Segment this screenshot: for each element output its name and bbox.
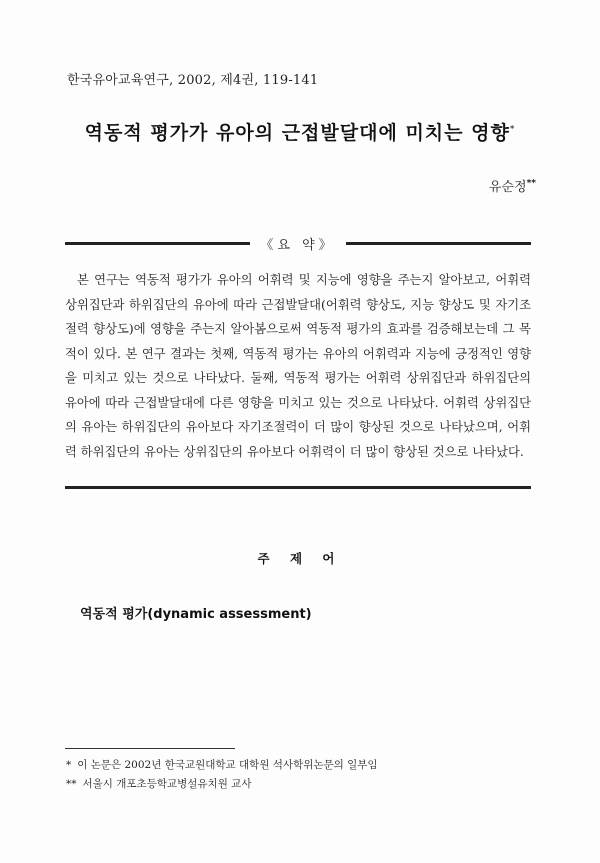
abstract-bottom-rule — [65, 486, 531, 489]
footnote-2 — [66, 776, 251, 791]
abstract-body: 본 연구는 역동적 평가가 유아의 어휘력 및 지능에 영향을 주는지 알아보고, 어휘력 상위집단과 하위집단의 유아에 따라 근접발달대(어휘력 향상도, 지능 향상도 및 자기조절력 향상도)에 영향을 주는지 알아봄으로써 역동적 평가의 효과를 검증해보는데 그 목적이 있다. 본 연구 결과는 첫째, 역동적 평가는 유아의 어휘력과 지능에 긍정적인 영향을 미치고 있는 것으로 나타났다. 둘째, 역동적 평가는 어휘력 상위집단과 하위집단의 유아에 따라 근접발달대에 다른 영향을 미치고 있는 것으로 나타났다. 어휘력 상위집단의 유아는 하위집단의 유아보다 자기조절력이 더 많이 향상된 것으로 나타났으며, 어휘력 하위집단의 유아는 상위집단의 유아보다 어휘력이 더 많이 향상된 것으로 나타났다. — [65, 273, 531, 459]
footnote-1-mark: * — [66, 759, 72, 771]
abstract-top-rule-right — [346, 242, 531, 245]
footnote-2-mark: ** — [66, 778, 77, 790]
author-footnote-mark: ** — [526, 178, 536, 189]
article-title-text: 역동적 평가가 유아의 근접발달대에 미치는 영향 — [84, 122, 510, 144]
journal-citation: 한국유아교육연구, 2002, 제4권, 119-141 — [67, 73, 319, 88]
abstract-label: 《요 약》 — [260, 237, 336, 253]
keyword-item: 역동적 평가(dynamic assessment) — [80, 607, 312, 622]
article-title — [0, 118, 600, 145]
footnote-1-text: 이 논문은 2002년 한국교원대학교 대학원 석사학위논문의 일부임 — [77, 759, 378, 771]
author-name — [489, 176, 536, 195]
footnote-1 — [66, 757, 378, 772]
abstract-top-rule-left — [65, 242, 250, 245]
abstract-header — [65, 233, 531, 253]
keywords-heading: 주 제 어 — [257, 551, 343, 566]
footnote-2-text: 서울시 개포초등학교병설유치원 교사 — [82, 778, 252, 790]
footnote-divider — [65, 748, 235, 749]
title-footnote-mark: * — [509, 124, 516, 135]
author-name-text: 유순정 — [488, 180, 527, 195]
